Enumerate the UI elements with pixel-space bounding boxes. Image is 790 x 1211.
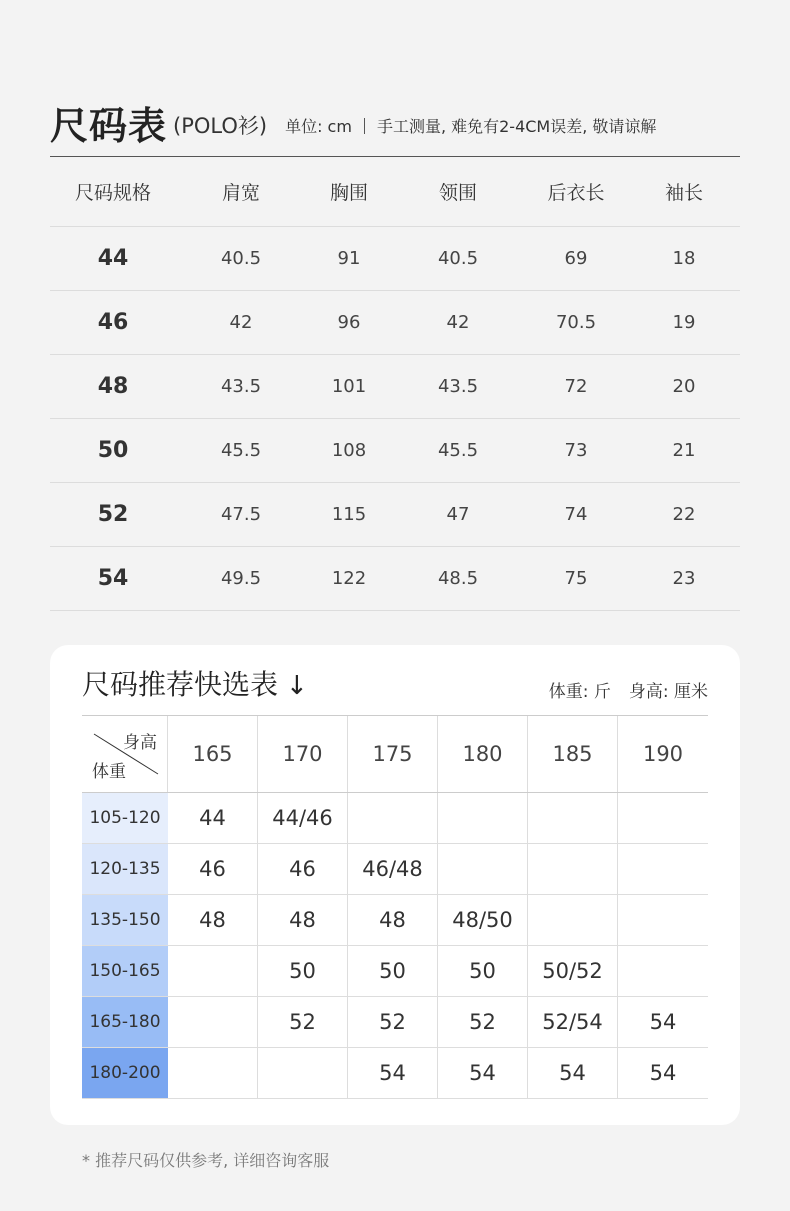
recommended-size-cell: 52 [438,997,528,1047]
recommended-size-cell: 48 [168,895,258,945]
measurement-cell: 20 [672,376,696,397]
unit-note [285,114,656,137]
height-header: 180 [438,716,528,792]
table-row [50,419,740,483]
recommended-size-cell: 52 [258,997,348,1047]
weight-range-label: 180-200 [82,1048,168,1098]
recommended-size-cell [618,793,708,843]
measurement-cell: 40.5 [220,248,262,269]
size-recommendation-card [50,645,740,1125]
measurement-cell: 75 [564,568,588,589]
weight-range-label: 120-135 [82,844,168,894]
recommended-size-cell [168,997,258,1047]
measurement-cell: 45.5 [437,440,479,461]
recommended-size-cell [528,793,618,843]
table-row [50,291,740,355]
measurement-cell: 91 [337,248,361,269]
size-table-body [50,227,740,611]
weight-range-label: 105-120 [82,793,168,843]
column-header: 领围 [438,182,477,204]
recommended-size-cell: 50 [348,946,438,996]
measurement-cell: 108 [331,440,367,461]
recommendation-table-body [82,793,708,1099]
corner-cell [82,716,168,792]
measurement-cell: 73 [564,440,588,461]
recommended-size-cell: 54 [528,1048,618,1098]
table-row [82,997,708,1048]
measurement-cell: 115 [331,504,367,525]
footnote: * 推荐尺码仅供参考, 详细咨询客服 [82,1151,330,1170]
recommended-size-cell: 54 [348,1048,438,1098]
recommended-size-cell: 54 [649,1061,677,1085]
recommended-size-cell [348,793,438,843]
page-header [50,88,740,156]
recommended-size-cell [438,844,528,894]
size-label: 50 [97,438,129,463]
height-header: 165 [168,716,258,792]
column-header: 胸围 [329,182,368,204]
recommended-size-cell: 52/54 [528,997,618,1047]
unit-label: 单位: cm [285,116,352,136]
recommended-size-cell: 48 [348,895,438,945]
recommended-size-cell [528,844,618,894]
measurement-cell: 42 [229,312,253,333]
table-row [82,793,708,844]
weight-range-label: 150-165 [82,946,168,996]
measurement-cell: 18 [672,248,696,269]
recommended-size-cell [168,1048,258,1098]
size-label: 44 [97,246,129,271]
recommended-size-cell: 44 [168,793,258,843]
measurement-cell: 122 [331,568,367,589]
table-row [50,227,740,291]
size-table-header [50,157,740,227]
weight-range-label: 165-180 [82,997,168,1047]
weight-unit: 体重: 斤 [548,682,611,702]
measurement-cell: 43.5 [437,376,479,397]
recommendation-table-header [82,715,708,793]
measurement-note: 手工测量, 难免有2-4CM误差, 敬请谅解 [376,116,657,136]
recommended-size-cell [258,1048,348,1098]
measurement-cell: 47 [446,504,470,525]
recommended-size-cell [618,844,708,894]
height-header: 170 [258,716,348,792]
recommended-size-cell [528,895,618,945]
table-row [82,895,708,946]
measurement-cell: 72 [564,376,588,397]
recommended-size-cell [438,793,528,843]
measurement-cell: 23 [672,568,696,589]
recommended-size-cell: 52 [348,997,438,1047]
size-label: 48 [97,374,129,399]
card-title-text: 尺码推荐快选表 [82,668,279,701]
recommended-size-cell: 50 [438,946,528,996]
measurement-cell: 21 [672,440,696,461]
size-table [50,157,740,611]
measurement-cell: 49.5 [220,568,262,589]
height-header: 175 [348,716,438,792]
measurement-cell: 74 [564,504,588,525]
height-unit: 身高: 厘米 [628,682,708,702]
height-header: 190 [642,742,684,766]
corner-weight-label: 体重 [92,762,126,782]
table-row [82,1048,708,1099]
weight-range-label: 135-150 [82,895,168,945]
corner-height-label: 身高 [123,733,157,753]
measurement-cell: 48.5 [437,568,479,589]
recommended-size-cell [168,946,258,996]
measurement-cell: 47.5 [220,504,262,525]
measurement-cell: 70.5 [555,312,597,333]
recommended-size-cell: 54 [649,1010,677,1034]
measurement-cell: 101 [331,376,367,397]
recommended-size-cell: 50/52 [528,946,618,996]
recommended-size-cell [618,895,708,945]
measurement-cell: 22 [672,504,696,525]
recommended-size-cell: 54 [438,1048,528,1098]
size-label: 46 [97,310,129,335]
column-header: 袖长 [664,182,703,204]
measurement-cell: 42 [446,312,470,333]
recommended-size-cell: 44/46 [258,793,348,843]
card-units [549,677,708,702]
measurement-cell: 19 [672,312,696,333]
table-row [82,946,708,997]
table-row [50,355,740,419]
column-header: 后衣长 [547,182,605,204]
column-header: 肩宽 [221,182,260,204]
card-title [82,663,308,703]
measurement-cell: 45.5 [220,440,262,461]
page-title: 尺码表 [50,103,168,148]
page-subtitle: (POLO衫) [173,114,268,138]
measurement-cell: 40.5 [437,248,479,269]
unit-divider [364,118,365,134]
measurement-cell: 43.5 [220,376,262,397]
recommended-size-cell: 50 [258,946,348,996]
recommended-size-cell: 48 [258,895,348,945]
table-row [82,844,708,895]
size-label: 54 [97,566,129,591]
recommended-size-cell: 46/48 [348,844,438,894]
column-header: 尺码规格 [74,182,151,204]
height-header: 185 [528,716,618,792]
table-row [50,483,740,547]
recommendation-table [82,715,708,1099]
arrow-down-icon: ↓ [286,671,308,701]
recommended-size-cell: 48/50 [438,895,528,945]
recommended-size-cell: 46 [168,844,258,894]
measurement-cell: 96 [337,312,361,333]
measurement-cell: 69 [564,248,588,269]
recommended-size-cell [618,946,708,996]
size-label: 52 [97,502,129,527]
table-row [50,547,740,611]
recommended-size-cell: 46 [258,844,348,894]
